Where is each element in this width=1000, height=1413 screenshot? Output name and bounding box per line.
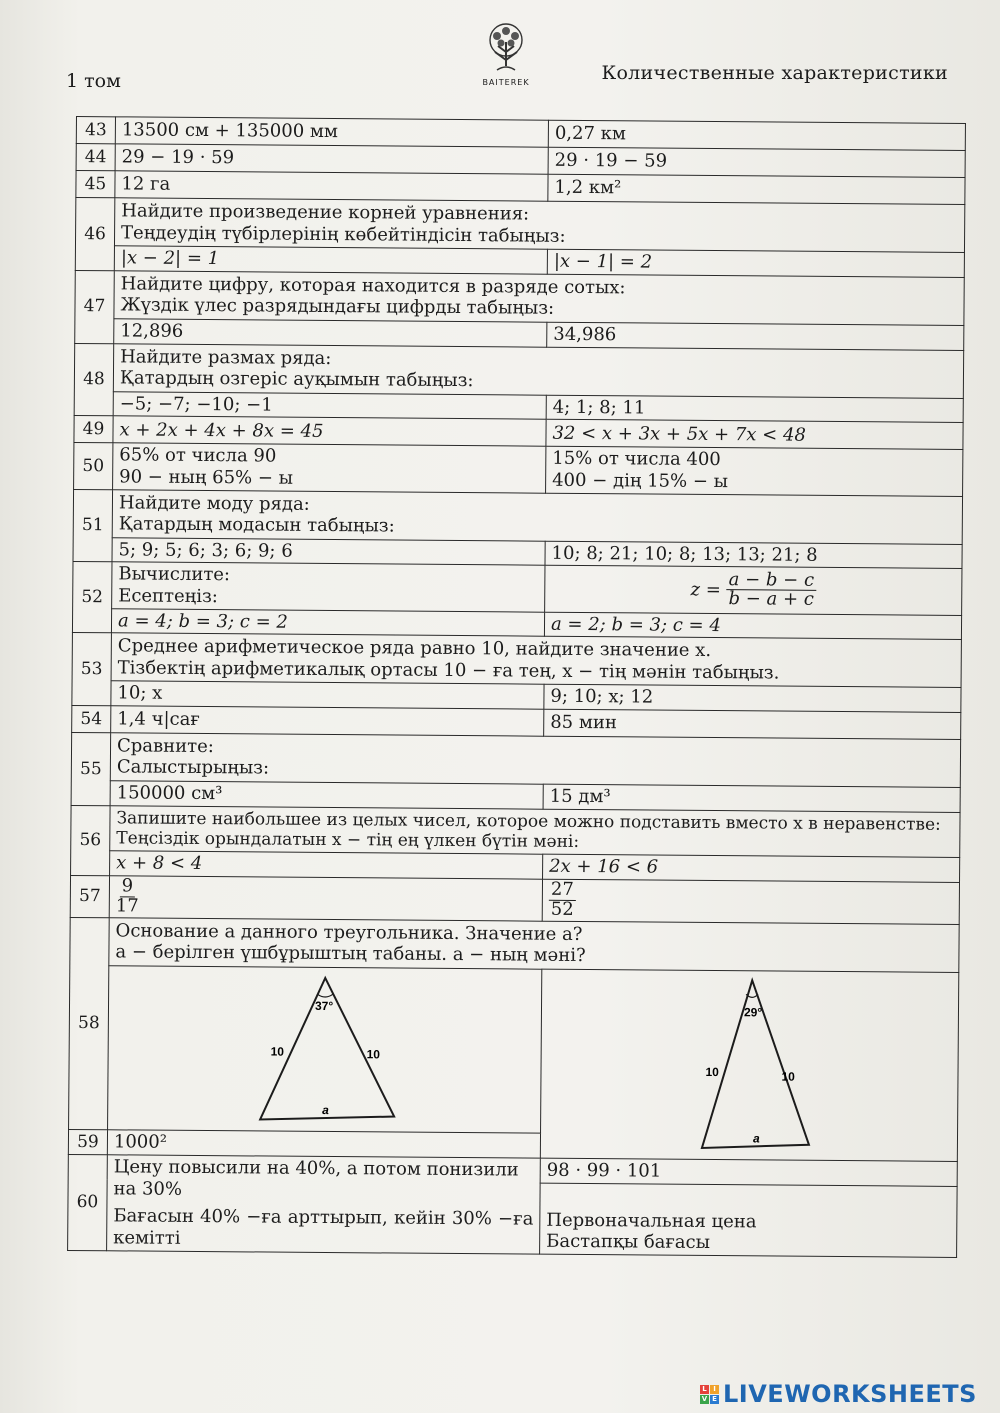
angle-label: 29° bbox=[743, 1005, 763, 1020]
option-a[interactable]: 29 − 19 · 59 bbox=[115, 144, 548, 174]
option-a[interactable]: x + 2x + 4x + 8x = 45 bbox=[113, 416, 546, 446]
formula-denominator: b − a + c bbox=[728, 588, 815, 611]
formula-lhs: z = bbox=[690, 578, 721, 600]
formula-numerator: a − b − c bbox=[727, 571, 817, 592]
option-b[interactable]: 1,2 км² bbox=[548, 174, 965, 204]
question-kz: Есептеңіз: bbox=[118, 585, 218, 608]
task-number: 58 bbox=[69, 917, 110, 1130]
task-number: 43 bbox=[76, 117, 115, 144]
triangle-b-cell[interactable] bbox=[540, 969, 958, 1161]
option-a[interactable]: 12,896 bbox=[114, 319, 547, 347]
task-number: 59 bbox=[68, 1130, 107, 1155]
option-b[interactable]: 34,986 bbox=[547, 322, 964, 350]
question-kz: Салыстырыңыз: bbox=[116, 756, 270, 780]
option-a[interactable]: Цену повысили на 40%, а потом понизили на 30% Бағасын 40% −ға арттырып, кейін 30% −ға кемітті bbox=[107, 1155, 541, 1254]
task-number: 52 bbox=[72, 562, 112, 633]
question-kz: Қатардың озгеріс ауқымын табыңыз: bbox=[119, 367, 474, 392]
question-text bbox=[113, 343, 963, 398]
table-row bbox=[75, 270, 964, 325]
option-a[interactable]: |x − 2| = 1 bbox=[114, 246, 547, 274]
task-number: 49 bbox=[74, 416, 113, 443]
question-text bbox=[111, 633, 961, 688]
option-b[interactable]: 2x + 16 < 6 bbox=[543, 855, 960, 883]
question-text bbox=[110, 733, 960, 788]
option-b[interactable]: 85 мин bbox=[544, 709, 961, 739]
fraction bbox=[549, 878, 576, 920]
option-b[interactable]: |x − 1| = 2 bbox=[547, 249, 964, 277]
option-a[interactable]: 1,4 ч|сағ bbox=[111, 706, 544, 736]
fraction bbox=[116, 877, 139, 916]
option-b-59[interactable]: 98 · 99 · 101 bbox=[540, 1158, 957, 1186]
question-kz: Жүздік үлес разрядындағы цифрды табыңыз: bbox=[120, 294, 555, 320]
option-a[interactable]: 10; x bbox=[111, 681, 544, 709]
question-text bbox=[112, 489, 962, 544]
task-number: 56 bbox=[71, 805, 111, 876]
option-b[interactable]: 32 < x + 3x + 5x + 7x < 48 bbox=[546, 420, 963, 450]
question-kz: Тізбектің арифметикалық ортасы 10 − ға тең, x − тің мәнін табыңыз. bbox=[117, 657, 780, 684]
task-number: 60 bbox=[68, 1154, 108, 1250]
base-label: a bbox=[322, 1102, 329, 1117]
option-a[interactable] bbox=[109, 876, 542, 921]
option-b[interactable]: a = 2; b = 3; c = 4 bbox=[544, 612, 961, 640]
option-b[interactable]: 10; 8; 21; 10; 8; 13; 13; 21; 8 bbox=[545, 541, 962, 569]
table-row bbox=[72, 633, 961, 688]
option-b[interactable]: 0,27 км bbox=[548, 120, 965, 150]
numerator: 9 bbox=[120, 877, 136, 897]
tree-icon bbox=[483, 22, 529, 80]
question-ru: Найдите цифру, которая находится в разряде сотых: bbox=[120, 273, 626, 299]
question-ru: Сравните: bbox=[116, 735, 214, 757]
baiterek-logo: BAITEREK bbox=[476, 22, 536, 102]
option-a[interactable]: 5; 9; 5; 6; 3; 6; 9; 6 bbox=[112, 538, 545, 566]
option-b[interactable]: 4; 1; 8; 11 bbox=[546, 395, 963, 423]
section-title: Количественные характеристики bbox=[601, 62, 948, 84]
liveworksheets-logo-icon: L I V E bbox=[700, 1385, 719, 1404]
option-b[interactable]: 29 · 19 − 59 bbox=[548, 147, 965, 177]
option-b[interactable]: 15 дм³ bbox=[543, 784, 960, 812]
option-b[interactable]: 9; 10; x; 12 bbox=[544, 684, 961, 712]
table-row bbox=[71, 805, 960, 858]
liveworksheets-watermark bbox=[700, 1378, 1000, 1410]
option-a[interactable]: 13500 см + 135000 мм bbox=[115, 117, 548, 147]
question-ru: Найдите моду ряда: bbox=[118, 491, 310, 515]
option-b[interactable]: Первоначальная цена Бастапқы бағасы bbox=[540, 1183, 958, 1257]
question-text bbox=[114, 198, 964, 253]
task-number: 54 bbox=[72, 705, 111, 732]
side-left-label: 10 bbox=[705, 1064, 719, 1080]
question-kz: Қатардың модасын табыңыз: bbox=[118, 513, 395, 537]
base-label: a bbox=[752, 1131, 760, 1146]
page-header bbox=[0, 0, 1000, 118]
task-table bbox=[67, 116, 966, 1258]
option-b[interactable]: 15% от числа 400 400 − дің 15% − ы bbox=[546, 447, 963, 496]
question-text bbox=[110, 805, 960, 857]
side-right-label: 10 bbox=[366, 1046, 381, 1062]
formula-fraction bbox=[726, 568, 816, 611]
question-kz: Теңсіздік орындалатын x − тің ең үлкен бүтін мәні: bbox=[116, 828, 580, 853]
option-a[interactable]: x + 8 < 4 bbox=[110, 851, 543, 879]
side-left-label: 10 bbox=[270, 1044, 285, 1059]
question-ru: Вычислите: bbox=[118, 563, 231, 586]
triangle-a-figure bbox=[114, 968, 535, 1131]
task-number: 53 bbox=[72, 633, 112, 706]
option-a[interactable]: 65% от числа 90 90 − ның 65% − ы bbox=[113, 443, 546, 493]
task-number: 45 bbox=[76, 171, 115, 198]
angle-label: 37° bbox=[314, 998, 334, 1013]
question-ru: Запишите наибольшее из целых чисел, которое можно подставить вместо x в неравенстве: bbox=[116, 807, 941, 835]
question-text bbox=[112, 562, 545, 612]
option-a[interactable]: 1000² bbox=[107, 1130, 540, 1158]
table-row bbox=[71, 732, 960, 787]
triangle-b-figure bbox=[547, 971, 948, 1160]
question-text bbox=[114, 271, 964, 326]
table-row bbox=[75, 198, 964, 253]
task-number: 48 bbox=[74, 343, 114, 416]
table-row bbox=[74, 343, 963, 398]
task-number: 47 bbox=[75, 270, 115, 343]
task-number: 44 bbox=[76, 144, 115, 171]
option-a[interactable]: −5; −7; −10; −1 bbox=[113, 392, 546, 420]
denominator: 17 bbox=[115, 895, 139, 917]
question-ru: Основание a данного треугольника. Значение a? bbox=[115, 920, 583, 945]
table-row bbox=[73, 489, 962, 544]
task-number: 46 bbox=[75, 198, 115, 271]
denominator: 52 bbox=[550, 898, 574, 920]
formula-cell bbox=[545, 566, 962, 615]
question-ru: Найдите произведение корней уравнения: bbox=[121, 200, 530, 225]
numerator: 27 bbox=[549, 881, 576, 901]
question-kz: a − берілген үшбұрыштың табаны. a − ның мәні? bbox=[115, 941, 586, 967]
table-row bbox=[73, 562, 962, 615]
option-a[interactable]: 12 га bbox=[115, 171, 548, 201]
option-a[interactable]: a = 4; b = 3; c = 2 bbox=[111, 608, 544, 636]
task-number: 57 bbox=[70, 876, 109, 918]
volume-label: 1 том bbox=[66, 70, 121, 92]
question-kz: Теңдеудің түбірлерінің көбейтіндісін табыңыз: bbox=[121, 221, 566, 247]
question-ru: Среднее арифметическое ряда равно 10, найдите значение x. bbox=[117, 635, 712, 662]
table-row bbox=[69, 965, 959, 1136]
task-number: 51 bbox=[73, 489, 113, 562]
watermark-text: LIVEWORKSHEETS bbox=[723, 1380, 977, 1408]
table-row bbox=[74, 443, 963, 496]
question-ru: Найдите размах ряда: bbox=[120, 345, 332, 369]
table-row bbox=[70, 876, 959, 925]
triangle-a-cell[interactable] bbox=[108, 966, 542, 1134]
task-number: 50 bbox=[74, 443, 113, 489]
question-text bbox=[109, 918, 959, 973]
option-a[interactable]: 150000 см³ bbox=[110, 781, 543, 809]
table-row bbox=[70, 917, 959, 972]
task-number: 55 bbox=[71, 732, 111, 805]
side-right-label: 10 bbox=[781, 1069, 795, 1084]
option-b[interactable] bbox=[542, 879, 959, 924]
